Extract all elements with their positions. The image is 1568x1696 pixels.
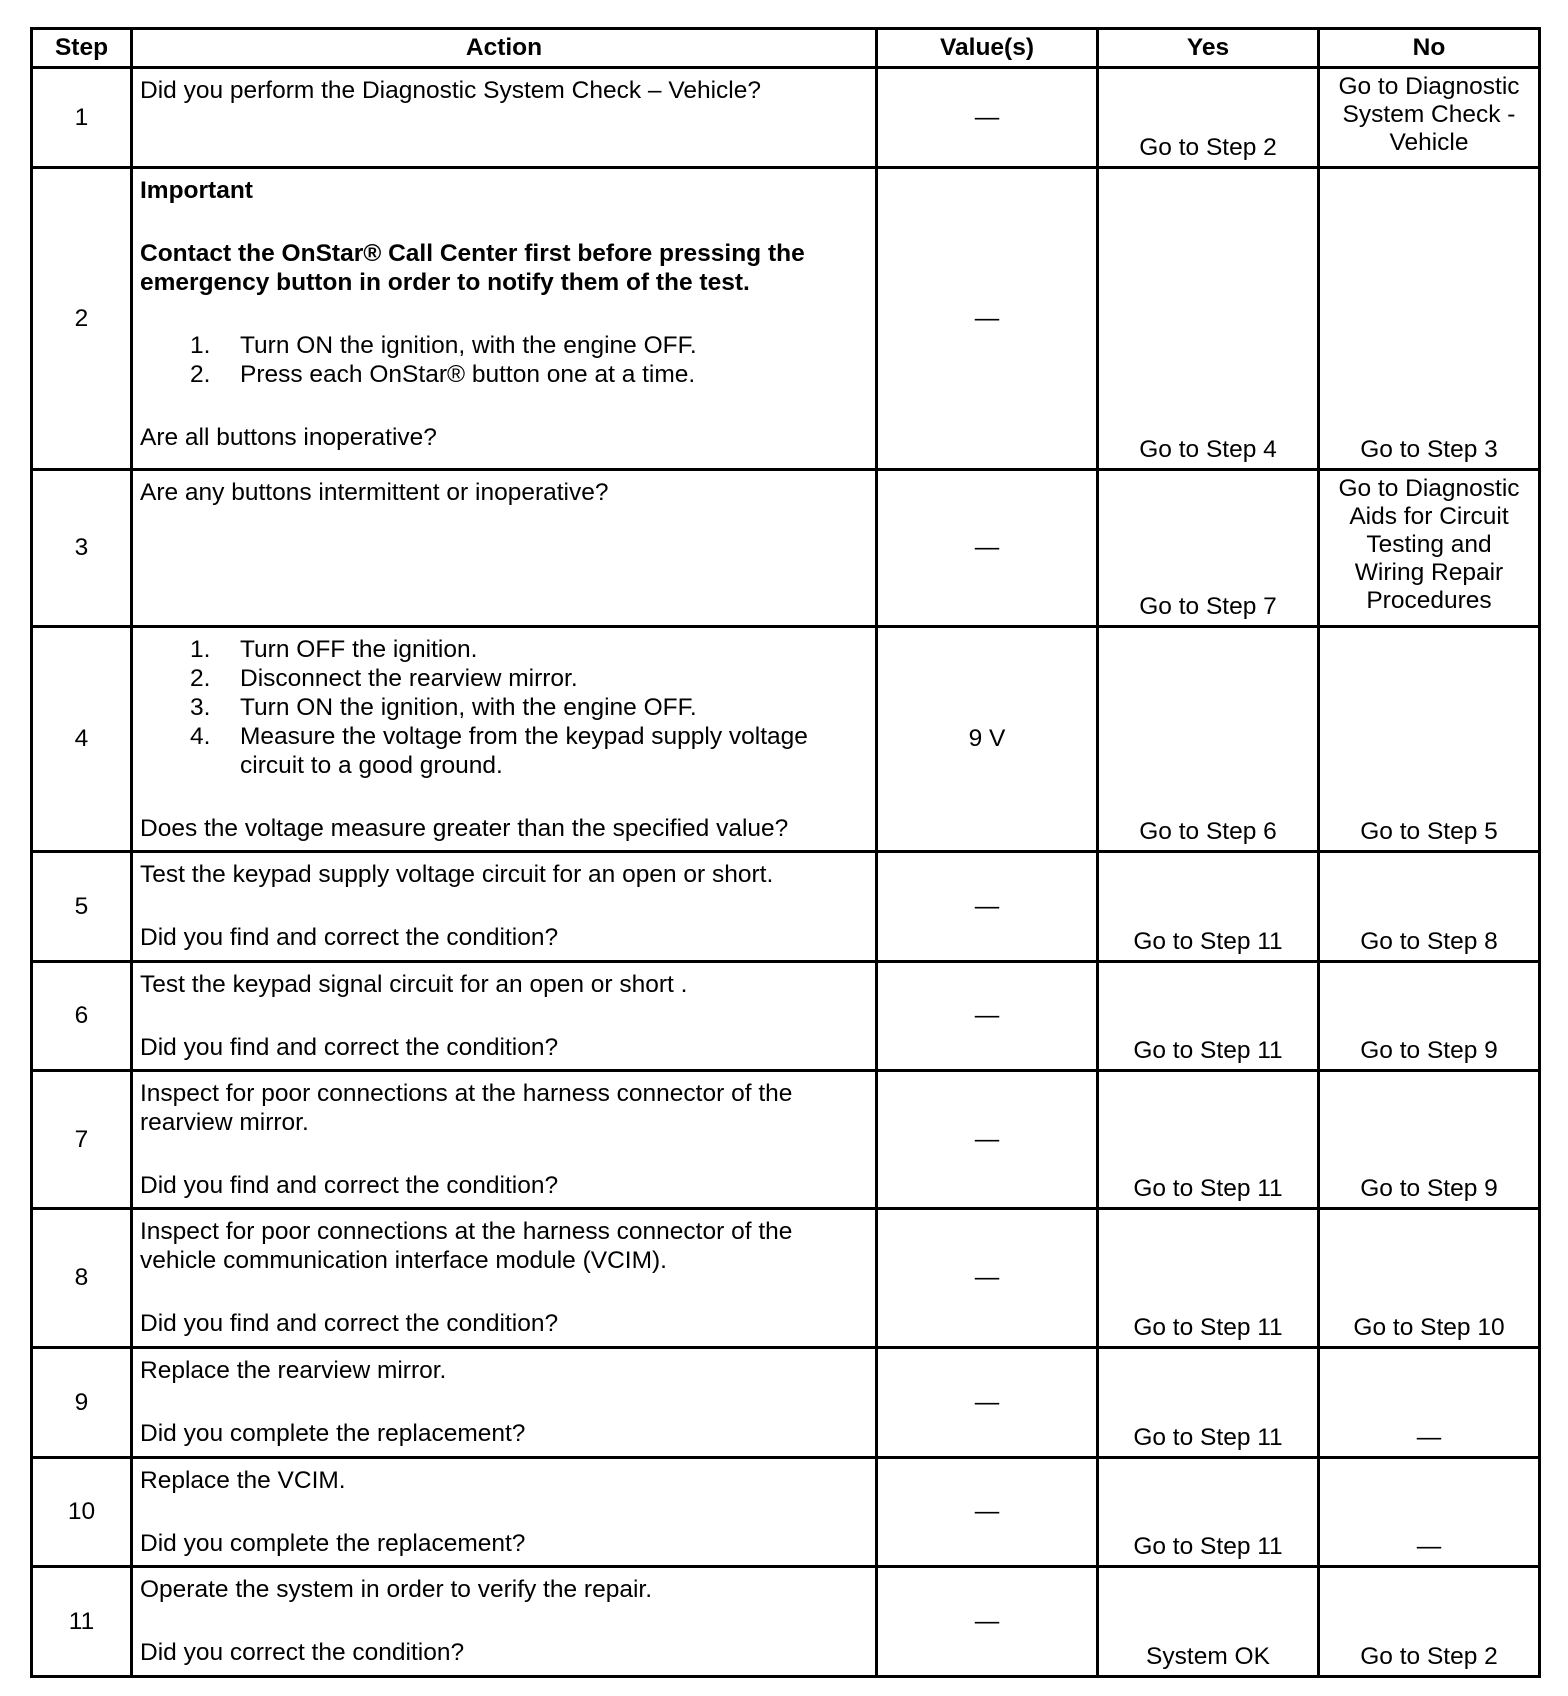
yes-cell: Go to Step 4 [1098,168,1319,470]
table-row [32,1348,1540,1458]
step-number: 4 [32,627,132,852]
question-text: Are all buttons inoperative? [140,424,437,451]
no-cell: Go to Step 9 [1319,962,1540,1071]
table-row [32,68,1540,168]
step-number: 9 [32,1348,132,1458]
value-cell: 9 V [877,627,1098,852]
yes-cell: Go to Step 11 [1098,1348,1319,1458]
list-item: 2. Disconnect the rearview mirror. [190,665,578,692]
action-cell [132,68,877,168]
value-cell: — [877,1071,1098,1209]
question-text: Did you complete the replacement? [140,1420,526,1447]
table-row [32,470,1540,627]
action-cell [132,1458,877,1567]
table-row [32,168,1540,470]
action-text: Operate the system in order to verify the repair. [140,1576,653,1603]
header-action: Action [132,29,877,68]
list-item: 1. Turn OFF the ignition. [190,636,478,663]
action-cell [132,1071,877,1209]
action-cell [132,1348,877,1458]
procedure-list [140,331,867,389]
no-cell: Go to Step 8 [1319,852,1540,962]
value-cell: — [877,1567,1098,1677]
action-cell [132,852,877,962]
list-item: 3. Turn ON the ignition, with the engine OFF. [190,694,697,721]
yes-cell: Go to Step 11 [1098,962,1319,1071]
yes-cell: Go to Step 11 [1098,1209,1319,1348]
yes-cell: Go to Step 11 [1098,1071,1319,1209]
important-text: Contact the OnStar® Call Center first before pressing the emergency button in order to notify them of the test. [140,240,805,296]
question-text: Does the voltage measure greater than the specified value? [140,815,789,842]
action-text: Replace the rearview mirror. [140,1357,447,1384]
no-cell: Go to Step 3 [1319,168,1540,470]
action-cell [132,1209,877,1348]
question-text: Did you complete the replacement? [140,1530,526,1557]
step-number: 7 [32,1071,132,1209]
table-row [32,852,1540,962]
action-text: Inspect for poor connections at the harness connector of the vehicle communication interface module (VCIM). [140,1218,793,1274]
no-cell: Go to Step 9 [1319,1071,1540,1209]
list-item: 4. Measure the voltage from the keypad supply voltage circuit to a good ground. [190,723,808,779]
important-label: Important [140,177,253,204]
value-cell: — [877,962,1098,1071]
table-row [32,1458,1540,1567]
step-number: 3 [32,470,132,627]
header-step: Step [32,29,132,68]
value-cell: — [877,1209,1098,1348]
procedure-list [140,635,867,780]
action-text: Inspect for poor connections at the harness connector of the rearview mirror. [140,1080,793,1136]
action-text: Did you perform the Diagnostic System Check – Vehicle? [140,77,761,104]
no-cell: — [1319,1458,1540,1567]
yes-cell: System OK [1098,1567,1319,1677]
header-no: No [1319,29,1540,68]
no-cell: — [1319,1348,1540,1458]
value-cell: — [877,1348,1098,1458]
yes-cell: Go to Step 11 [1098,852,1319,962]
no-cell: Go to Diagnostic System Check - Vehicle [1319,68,1540,168]
question-text: Did you correct the condition? [140,1639,465,1666]
header-values: Value(s) [877,29,1098,68]
action-text: Test the keypad signal circuit for an open or short . [140,971,688,998]
value-cell: — [877,1458,1098,1567]
table-row [32,1567,1540,1677]
value-cell: — [877,168,1098,470]
step-number: 10 [32,1458,132,1567]
table-row [32,627,1540,852]
no-cell: Go to Step 2 [1319,1567,1540,1677]
step-number: 6 [32,962,132,1071]
question-text: Did you find and correct the condition? [140,1172,559,1199]
no-cell: Go to Diagnostic Aids for Circuit Testing and Wiring Repair Procedures [1319,470,1540,627]
action-cell [132,168,877,470]
yes-cell: Go to Step 11 [1098,1458,1319,1567]
action-cell [132,962,877,1071]
diagnostic-table [30,27,1541,1678]
header-row [32,29,1540,68]
yes-cell: Go to Step 2 [1098,68,1319,168]
step-number: 5 [32,852,132,962]
action-cell [132,470,877,627]
list-item: 1. Turn ON the ignition, with the engine OFF. [190,332,697,359]
table-row [32,1071,1540,1209]
step-number: 1 [32,68,132,168]
question-text: Did you find and correct the condition? [140,1310,559,1337]
step-number: 8 [32,1209,132,1348]
yes-cell: Go to Step 6 [1098,627,1319,852]
list-item: 2. Press each OnStar® button one at a time. [190,361,696,388]
header-yes: Yes [1098,29,1319,68]
no-cell: Go to Step 10 [1319,1209,1540,1348]
action-cell [132,627,877,852]
question-text: Did you find and correct the condition? [140,924,559,951]
value-cell: — [877,470,1098,627]
value-cell: — [877,852,1098,962]
action-text: Replace the VCIM. [140,1467,346,1494]
no-cell: Go to Step 5 [1319,627,1540,852]
action-text: Test the keypad supply voltage circuit for an open or short. [140,861,774,888]
table-row [32,1209,1540,1348]
question-text: Did you find and correct the condition? [140,1034,559,1061]
yes-cell: Go to Step 7 [1098,470,1319,627]
step-number: 11 [32,1567,132,1677]
action-cell [132,1567,877,1677]
table-row [32,962,1540,1071]
step-number: 2 [32,168,132,470]
value-cell: — [877,68,1098,168]
action-text: Are any buttons intermittent or inoperative? [140,479,609,506]
